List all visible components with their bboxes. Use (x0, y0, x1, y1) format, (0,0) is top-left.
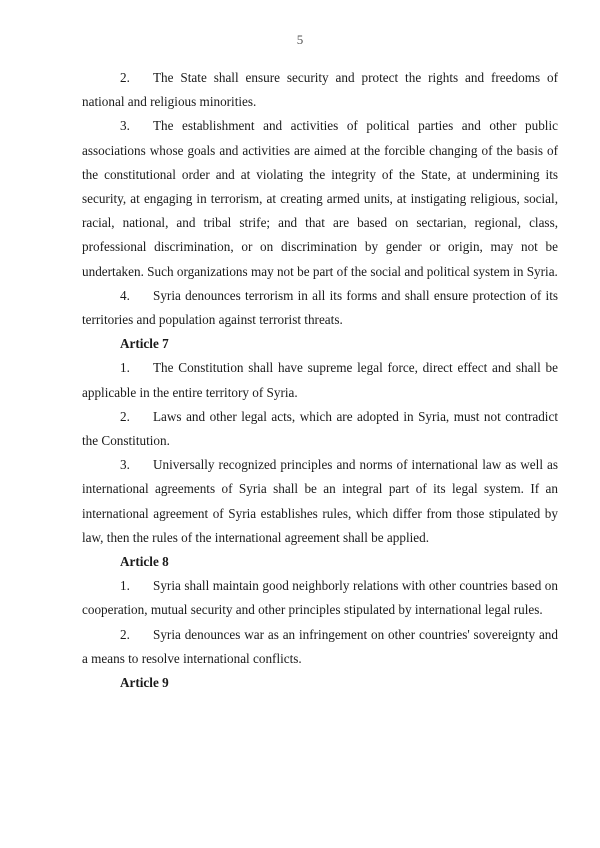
paragraph-item (82, 623, 558, 671)
article-7-heading: Article 7 (120, 336, 169, 352)
item-number: 2. (120, 408, 130, 424)
item-text: The establishment and activities of political parties and other public associations whose goals and activities are aimed at the forcible changing of the basis of the constitutional order and at violating the integrity of the State, at undermining its security, at engaging in terrorism, at creating armed units, at instigating religious, social, racial, national, and tribal strife; and that are based on sectarian, regional, class, professional discrimination, or on discrimination by gender or origin, may not be undertaken. Such organizations may not be part of the social and political system in Syria. (82, 118, 558, 279)
item-text: Laws and other legal acts, which are adopted in Syria, must not contradict the Constitution. (82, 408, 558, 449)
item-number: 4. (120, 287, 130, 303)
item-number: 3. (120, 457, 130, 473)
item-number: 2. (120, 626, 130, 642)
item-text: The Constitution shall have supreme legal force, direct effect and shall be applicable in the entire territory of Syria. (82, 360, 558, 400)
page-number: 5 (296, 32, 304, 47)
paragraph-item (82, 114, 558, 283)
document-body (82, 66, 558, 695)
paragraph-item (82, 356, 558, 404)
paragraph-item (82, 66, 558, 114)
item-text: Universally recognized principles and norms of international law as well as international agreements of Syria shall be an integral part of its legal system. If an international agreement of Syria establishes rules, which differ from those stipulated by law, then the rules of the international agreement shall be applied. (82, 457, 558, 545)
item-number: 1. (120, 360, 130, 376)
paragraph-item (82, 284, 558, 332)
item-text: Syria denounces terrorism in all its forms and shall ensure protection of its territories and population against terrorist threats. (82, 287, 558, 328)
paragraph-item (82, 453, 558, 550)
item-text: The State shall ensure security and protect the rights and freedoms of national and religious minorities. (82, 70, 558, 110)
item-text: Syria denounces war as an infringement on other countries' sovereignty and a means to resolve international conflicts. (82, 626, 558, 666)
item-text: Syria shall maintain good neighborly relations with other countries based on cooperation, mutual security and other principles stipulated by international legal rules. (82, 578, 558, 618)
paragraph-item (82, 405, 558, 453)
article-8-heading: Article 8 (120, 554, 169, 570)
paragraph-item (82, 574, 558, 622)
item-number: 1. (120, 578, 130, 594)
item-number: 2. (120, 70, 130, 85)
article-9-heading: Article 9 (120, 675, 169, 691)
item-number: 3. (120, 118, 130, 134)
